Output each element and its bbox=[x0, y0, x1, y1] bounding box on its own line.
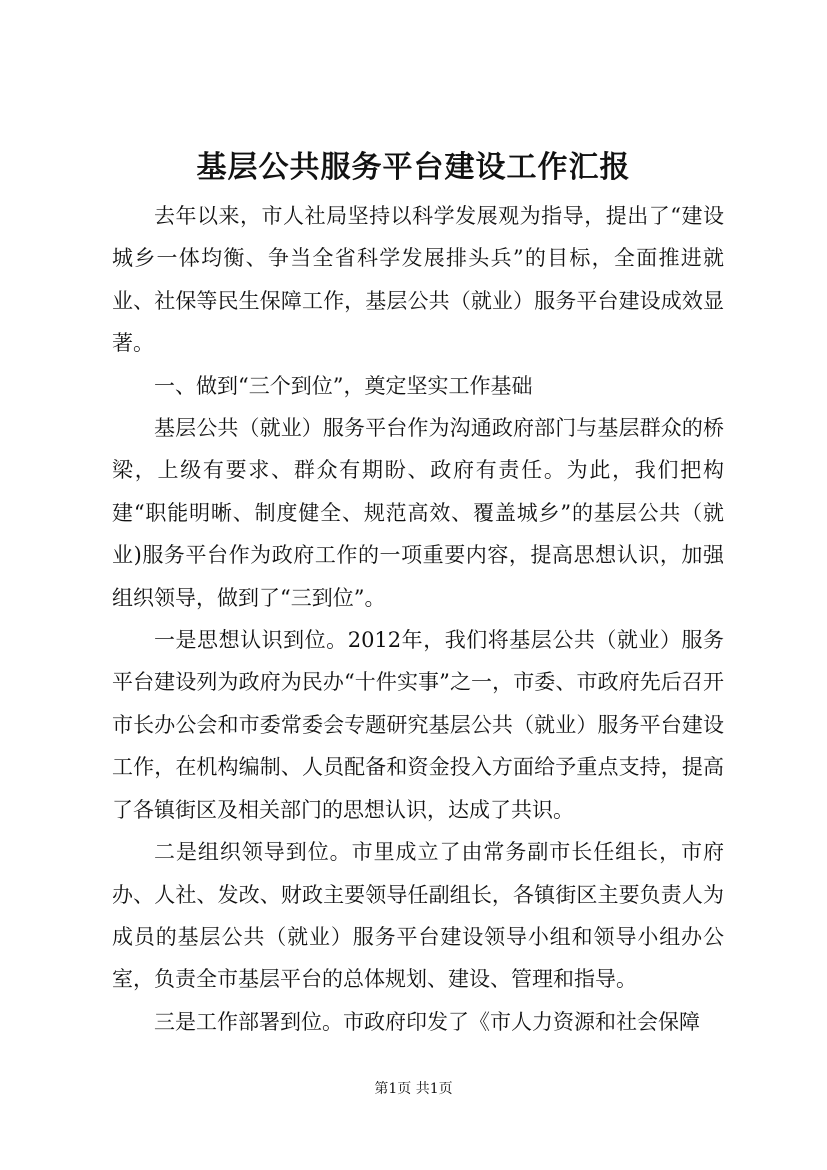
document-body bbox=[112, 195, 724, 1043]
document-title: 基层公共服务平台建设工作汇报 bbox=[196, 150, 631, 185]
paragraph-thinking: 一是思想认识到位。2012年，我们将基层公共（就业）服务平台建设列为政府为民办“十件实事”之一，市委、市政府先后召开市长办公会和市委常委会专题研究基层公共（就业）服务平台建设工作，在机构编制、人员配备和资金投入方面给予重点支持，提高了各镇街区及相关部门的思想认识，达成了共识。 bbox=[112, 628, 724, 822]
section-heading: 一、做到“三个到位”，奠定坚实工作基础 bbox=[154, 373, 533, 398]
paragraph-platform-role: 基层公共（就业）服务平台作为沟通政府部门与基层群众的桥梁，上级有要求、群众有期盼、政府有责任。为此，我们把构建“职能明晰、制度健全、规范高效、覆盖城乡”的基层公共（就业)服务平台作为政府工作的一项重要内容，提高思想认识，加强组织领导，做到了“三到位”。 bbox=[112, 416, 724, 610]
page-number-footer: 第1页 共1页 bbox=[374, 1081, 453, 1097]
paragraph-deployment: 三是工作部署到位。市政府印发了《市人力资源和社会保障 bbox=[154, 1009, 700, 1034]
paragraph-intro: 去年以来，市人社局坚持以科学发展观为指导，提出了“建设城乡一体均衡、争当全省科学发展排头兵”的目标，全面推进就业、社保等民生保障工作，基层公共（就业）服务平台建设成效显著。 bbox=[112, 204, 724, 356]
paragraph-leadership: 二是组织领导到位。市里成立了由常务副市长任组长，市府办、人社、发改、财政主要领导任副组长，各镇街区主要负责人为成员的基层公共（就业）服务平台建设领导小组和领导小组办公室，负责全市基层平台的总体规划、建设、管理和指导。 bbox=[112, 840, 724, 992]
